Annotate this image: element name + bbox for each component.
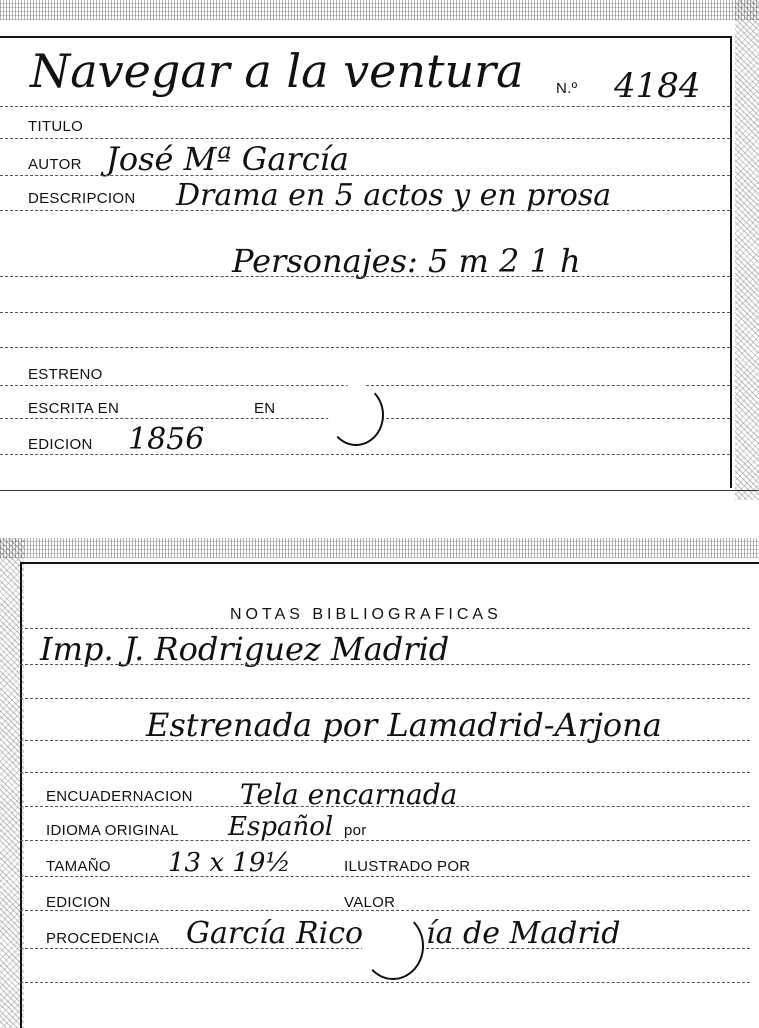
valor-label: VALOR bbox=[344, 894, 396, 911]
scan-noise-right bbox=[735, 0, 759, 500]
autor-label: AUTOR bbox=[28, 156, 82, 173]
rule-line bbox=[0, 276, 730, 277]
encuadernacion-label: ENCUADERNACION bbox=[46, 788, 193, 805]
rule-line bbox=[20, 876, 750, 877]
edicion-year-handwriting: 1856 bbox=[128, 422, 205, 457]
rule-line bbox=[0, 454, 730, 455]
procedencia-handwriting-a: García Rico bbox=[186, 916, 364, 951]
rule-line bbox=[0, 175, 730, 176]
rule-line bbox=[0, 106, 730, 107]
card-top-border bbox=[20, 562, 759, 564]
ilustrado-label: ILUSTRADO POR bbox=[344, 858, 471, 875]
number-handwriting: 4184 bbox=[614, 66, 701, 106]
card-left-border bbox=[20, 562, 22, 1028]
titulo-label: TITULO bbox=[28, 118, 84, 135]
tamano-label: TAMAÑO bbox=[46, 858, 111, 875]
autor-handwriting: José Mª García bbox=[106, 140, 349, 178]
idioma-handwriting: Español bbox=[228, 812, 334, 842]
descripcion-handwriting: Drama en 5 actos y en prosa bbox=[176, 178, 612, 213]
rule-line bbox=[20, 772, 750, 773]
procedencia-handwriting-b: ía de Madrid bbox=[426, 916, 621, 951]
catalog-card-back bbox=[0, 538, 759, 1028]
idioma-label: IDIOMA ORIGINAL bbox=[46, 822, 179, 839]
number-label: N.º bbox=[556, 80, 578, 97]
note-line-1-handwriting: Imp. J. Rodriguez Madrid bbox=[40, 630, 450, 668]
scan-noise-top bbox=[0, 0, 759, 20]
rule-line bbox=[20, 664, 750, 665]
card-bottom-edge bbox=[0, 490, 759, 491]
rule-line bbox=[20, 840, 750, 841]
rule-line bbox=[20, 698, 750, 699]
punch-hole bbox=[328, 384, 384, 446]
rule-line bbox=[0, 138, 730, 139]
rule-line bbox=[0, 210, 730, 211]
punch-hole bbox=[362, 912, 424, 980]
rule-line bbox=[0, 312, 730, 313]
rule-line bbox=[20, 982, 750, 983]
por-label: por bbox=[344, 822, 367, 839]
estreno-label: ESTRENO bbox=[28, 366, 103, 383]
title-handwriting: Navegar a la ventura bbox=[30, 44, 524, 98]
rule-line bbox=[20, 806, 750, 807]
edicion-label: EDICION bbox=[46, 894, 111, 911]
tamano-handwriting: 13 x 19½ bbox=[168, 848, 291, 878]
rule-line bbox=[20, 628, 750, 629]
catalog-card-front bbox=[0, 0, 759, 500]
descripcion-label: DESCRIPCION bbox=[28, 190, 136, 207]
scan-noise-top bbox=[0, 538, 759, 558]
card-top-border bbox=[0, 36, 732, 38]
edicion-label: EDICION bbox=[28, 436, 93, 453]
encuadernacion-handwriting: Tela encarnada bbox=[240, 778, 458, 811]
escrita-en-label: ESCRITA EN bbox=[28, 400, 120, 417]
notas-heading: NOTAS BIBLIOGRAFICAS bbox=[230, 606, 502, 623]
procedencia-label: PROCEDENCIA bbox=[46, 930, 160, 947]
card-right-border bbox=[730, 36, 732, 488]
personajes-handwriting: Personajes: 5 m 2 1 h bbox=[232, 242, 581, 280]
note-line-2-handwriting: Estrenada por Lamadrid-Arjona bbox=[146, 706, 662, 744]
en-label: EN bbox=[254, 400, 276, 417]
rule-line bbox=[20, 910, 750, 911]
rule-line bbox=[0, 347, 730, 348]
rule-line bbox=[20, 740, 750, 741]
